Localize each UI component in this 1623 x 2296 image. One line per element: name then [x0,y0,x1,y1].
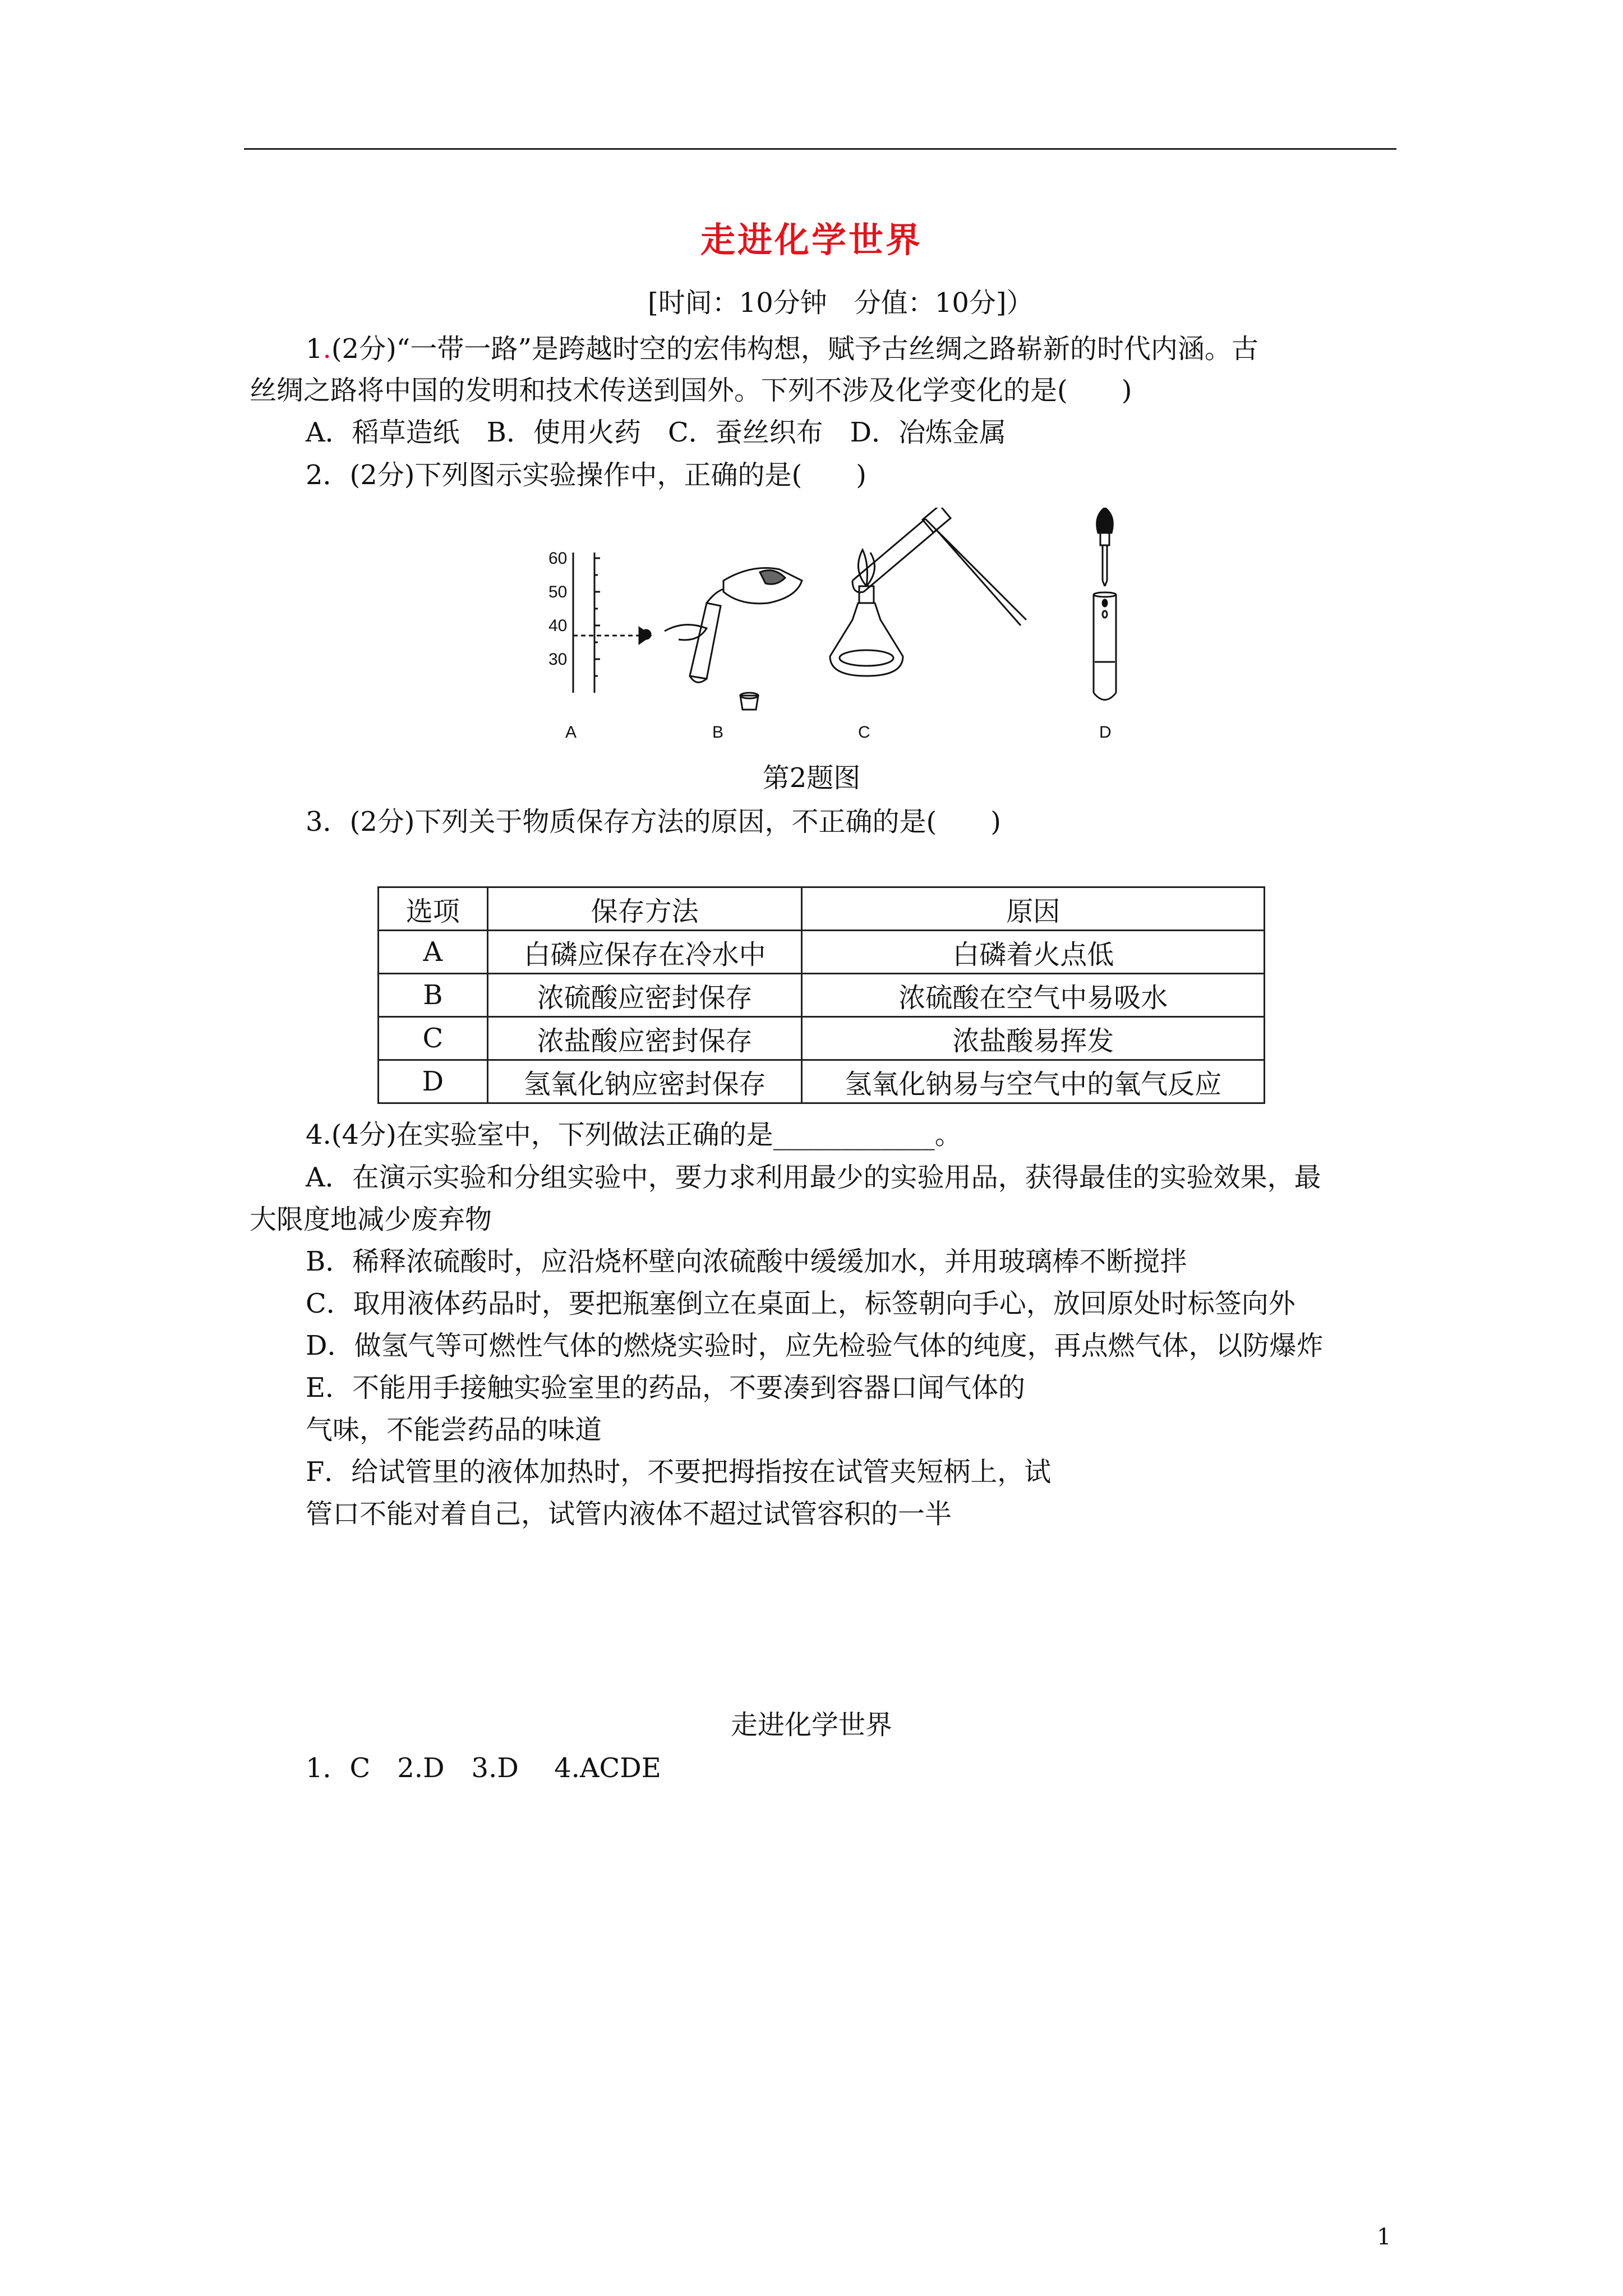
table-cell: A [379,931,488,974]
question-3-stem: 3．(2分)下列关于物质保存方法的原因，不正确的是( ) [306,806,1001,838]
table-cell: B [379,974,488,1017]
table-cell: 浓盐酸易挥发 [802,1017,1265,1060]
question-1-options: A．稻草造纸 B．使用火药 C．蚕丝织布 D．冶炼金属 [306,417,1007,448]
scale-label-30: 30 [548,650,568,669]
table-header-cell: 原因 [802,887,1265,931]
table-cell: D [379,1060,488,1103]
question-2-stem: 2．(2分)下列图示实验操作中，正确的是( ) [306,459,866,491]
table-cell: 白磷应保存在冷水中 [487,931,802,974]
scale-label-60: 60 [548,549,568,568]
table-header-cell: 选项 [379,887,488,931]
scale-label-50: 50 [548,583,568,601]
question-4-option-b: B．稀释浓硫酸时，应沿烧杯壁向浓硫酸中缓缓加水，并用玻璃棒不断搅拌 [306,1246,1187,1277]
dropper-drawing [1094,508,1116,700]
question-1-text: (2分)“一带一路”是跨越时空的宏伟构想，赋予古丝绸之路崭新的时代内涵。古 [331,333,1258,365]
question-1-number: 1 [306,333,323,365]
question-4-option-e-line-2: 气味，不能尝药品的味道 [306,1414,602,1446]
header-rule [244,148,1396,150]
table-cell: 白磷着火点低 [802,931,1265,974]
table-cell: 氢氧化钠应密封保存 [487,1060,802,1103]
scale-label-40: 40 [548,616,568,635]
figure-caption: 第2题图 [762,762,861,794]
question-4-option-d: D．做氢气等可燃性气体的燃烧实验时，应先检验气体的纯度，再点燃气体，以防爆炸 [306,1330,1324,1361]
figure-label-d: D [1099,723,1112,742]
table-cell: 浓硫酸应密封保存 [487,974,802,1017]
question-4-option-a-line-1: A．在演示实验和分组实验中，要力求利用最少的实验用品，获得最佳的实验效果，最 [306,1162,1321,1193]
question-1-line-1 [306,332,1258,366]
table-cell: 浓盐酸应密封保存 [487,1017,802,1060]
table-header-cell: 保存方法 [487,887,802,931]
answers-line: 1．C 2.D 3.D 4.ACDE [306,1752,661,1784]
table-header-row [379,887,1265,931]
answers-title: 走进化学世界 [730,1709,892,1741]
table-row [379,1017,1265,1060]
figure-label-b: B [712,723,724,742]
experiment-figure [538,508,1155,749]
question-1-line-2: 丝绸之路将中国的发明和技术传送到国外。下列不涉及化学变化的是( ) [250,375,1132,406]
table-cell: 氢氧化钠易与空气中的氧气反应 [802,1060,1265,1103]
table-row [379,1060,1265,1103]
question-4-option-c: C．取用液体药品时，要把瓶塞倒立在桌面上，标签朝向手心，放回原处时标签向外 [306,1288,1295,1319]
question-1-dot: . [322,333,331,365]
table-row [379,931,1265,974]
table-row [379,974,1265,1017]
storage-table [377,886,1265,1104]
page-title: 走进化学世界 [700,219,923,260]
question-4-option-a-line-2: 大限度地减少废弃物 [250,1204,492,1235]
graduated-cylinder-drawing [573,553,651,693]
pouring-liquid-drawing [665,568,802,710]
table-cell: C [379,1017,488,1060]
heating-test-tube-drawing [830,508,1026,676]
question-4-option-f-line-2: 管口不能对着自己，试管内液体不超过试管容积的一半 [306,1498,952,1530]
question-4-option-e-line-1: E．不能用手接触实验室里的药品，不要凑到容器口闻气体的 [306,1372,1026,1404]
figure-label-c: C [858,723,870,742]
time-score-info: [时间：10分钟 分值：10分]） [648,287,1034,319]
question-4-option-f-line-1: F．给试管里的液体加热时，不要把拇指按在试管夹短柄上，试 [306,1456,1052,1488]
question-4-stem: 4.(4分)在实验室中，下列做法正确的是____________。 [306,1119,962,1151]
page-number: 1 [1377,2224,1391,2250]
figure-label-a: A [565,723,577,742]
table-cell: 浓硫酸在空气中易吸水 [802,974,1265,1017]
